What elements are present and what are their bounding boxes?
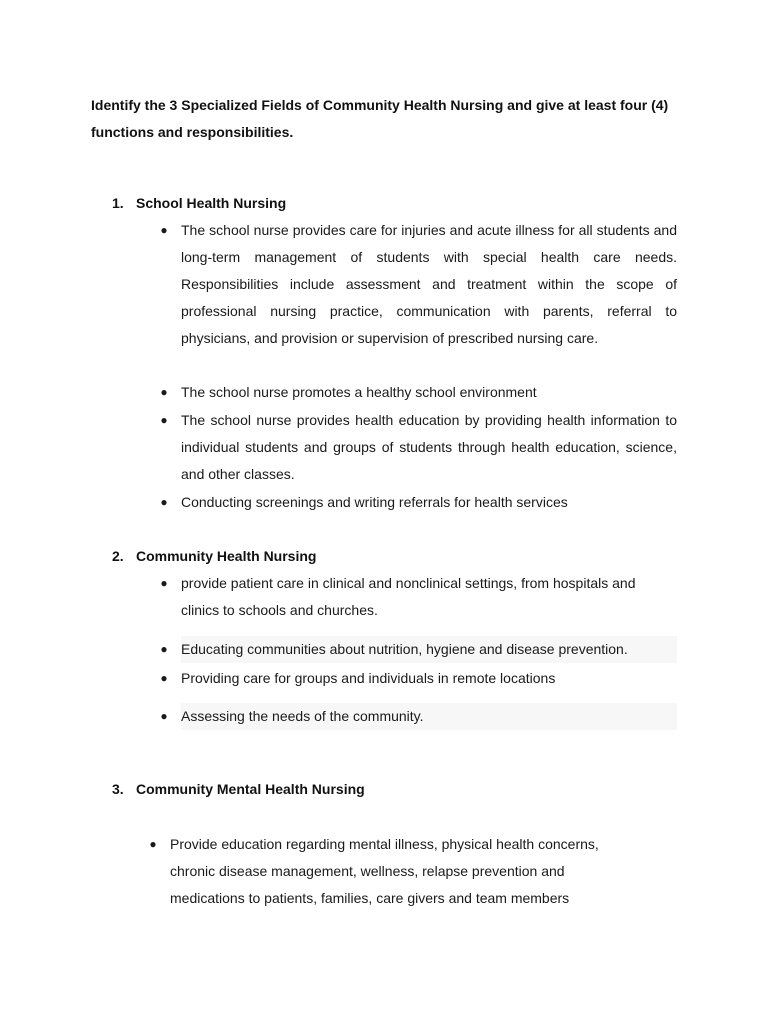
list-item: [160, 489, 677, 516]
bullet-icon: ●: [160, 709, 168, 723]
list-item-text: provide patient care in clinical and nonclinical settings, from hospitals and clinics to schools and churches.: [181, 575, 636, 618]
bullet-icon: ●: [160, 223, 168, 237]
list-item-text: The school nurse provides care for injuries and acute illness for all students and long-term management of students with special health care needs. Responsibilities include assessment and treatment within the scope of professional nursing practice, communication with parents, referral to physicians, and provision or supervision of prescribed nursing care.: [181, 222, 677, 346]
list-item: [160, 665, 677, 692]
section-title-text: Community Mental Health Nursing: [136, 781, 365, 797]
list-item: [160, 217, 677, 352]
bullet-icon: ●: [160, 495, 168, 509]
list-item-text: Educating communities about nutrition, hygiene and disease prevention.: [181, 641, 628, 657]
bullet-icon: ●: [160, 385, 168, 399]
section-title-community-mental-health: [112, 779, 365, 799]
bullet-icon: ●: [160, 413, 168, 427]
list-item-text: Provide education regarding mental illness, physical health concerns, chronic disease management, wellness, relapse prevention and medications to patients, families, care givers and team members: [170, 836, 599, 906]
list-item: [160, 407, 677, 488]
section-title-school-health: [112, 193, 286, 213]
list-item: [160, 570, 661, 624]
list-item-text: Assessing the needs of the community.: [181, 708, 424, 724]
list-item-text: The school nurse promotes a healthy school environment: [181, 384, 537, 400]
list-item-text: Providing care for groups and individuals in remote locations: [181, 670, 556, 686]
bullet-icon: ●: [160, 642, 168, 656]
list-item: [160, 379, 677, 406]
section-number: 2.: [112, 548, 124, 564]
bullet-icon: ●: [149, 837, 157, 851]
section-number: 1.: [112, 195, 124, 211]
list-item-text: Conducting screenings and writing referrals for health services: [181, 494, 568, 510]
list-item: [160, 703, 677, 730]
list-item: [149, 831, 640, 912]
list-item: [160, 636, 677, 663]
section-title-text: School Health Nursing: [136, 195, 287, 211]
section-title-community-health: [112, 546, 316, 566]
section-title-text: Community Health Nursing: [136, 548, 317, 564]
bullet-icon: ●: [160, 576, 168, 590]
list-item-text: The school nurse provides health education by providing health information to individual students and groups of students through health education, science, and other classes.: [181, 412, 677, 482]
section-number: 3.: [112, 781, 124, 797]
document-heading: Identify the 3 Specialized Fields of Community Health Nursing and give at least four (4) functions and responsibilities.: [91, 97, 669, 140]
bullet-icon: ●: [160, 671, 168, 685]
